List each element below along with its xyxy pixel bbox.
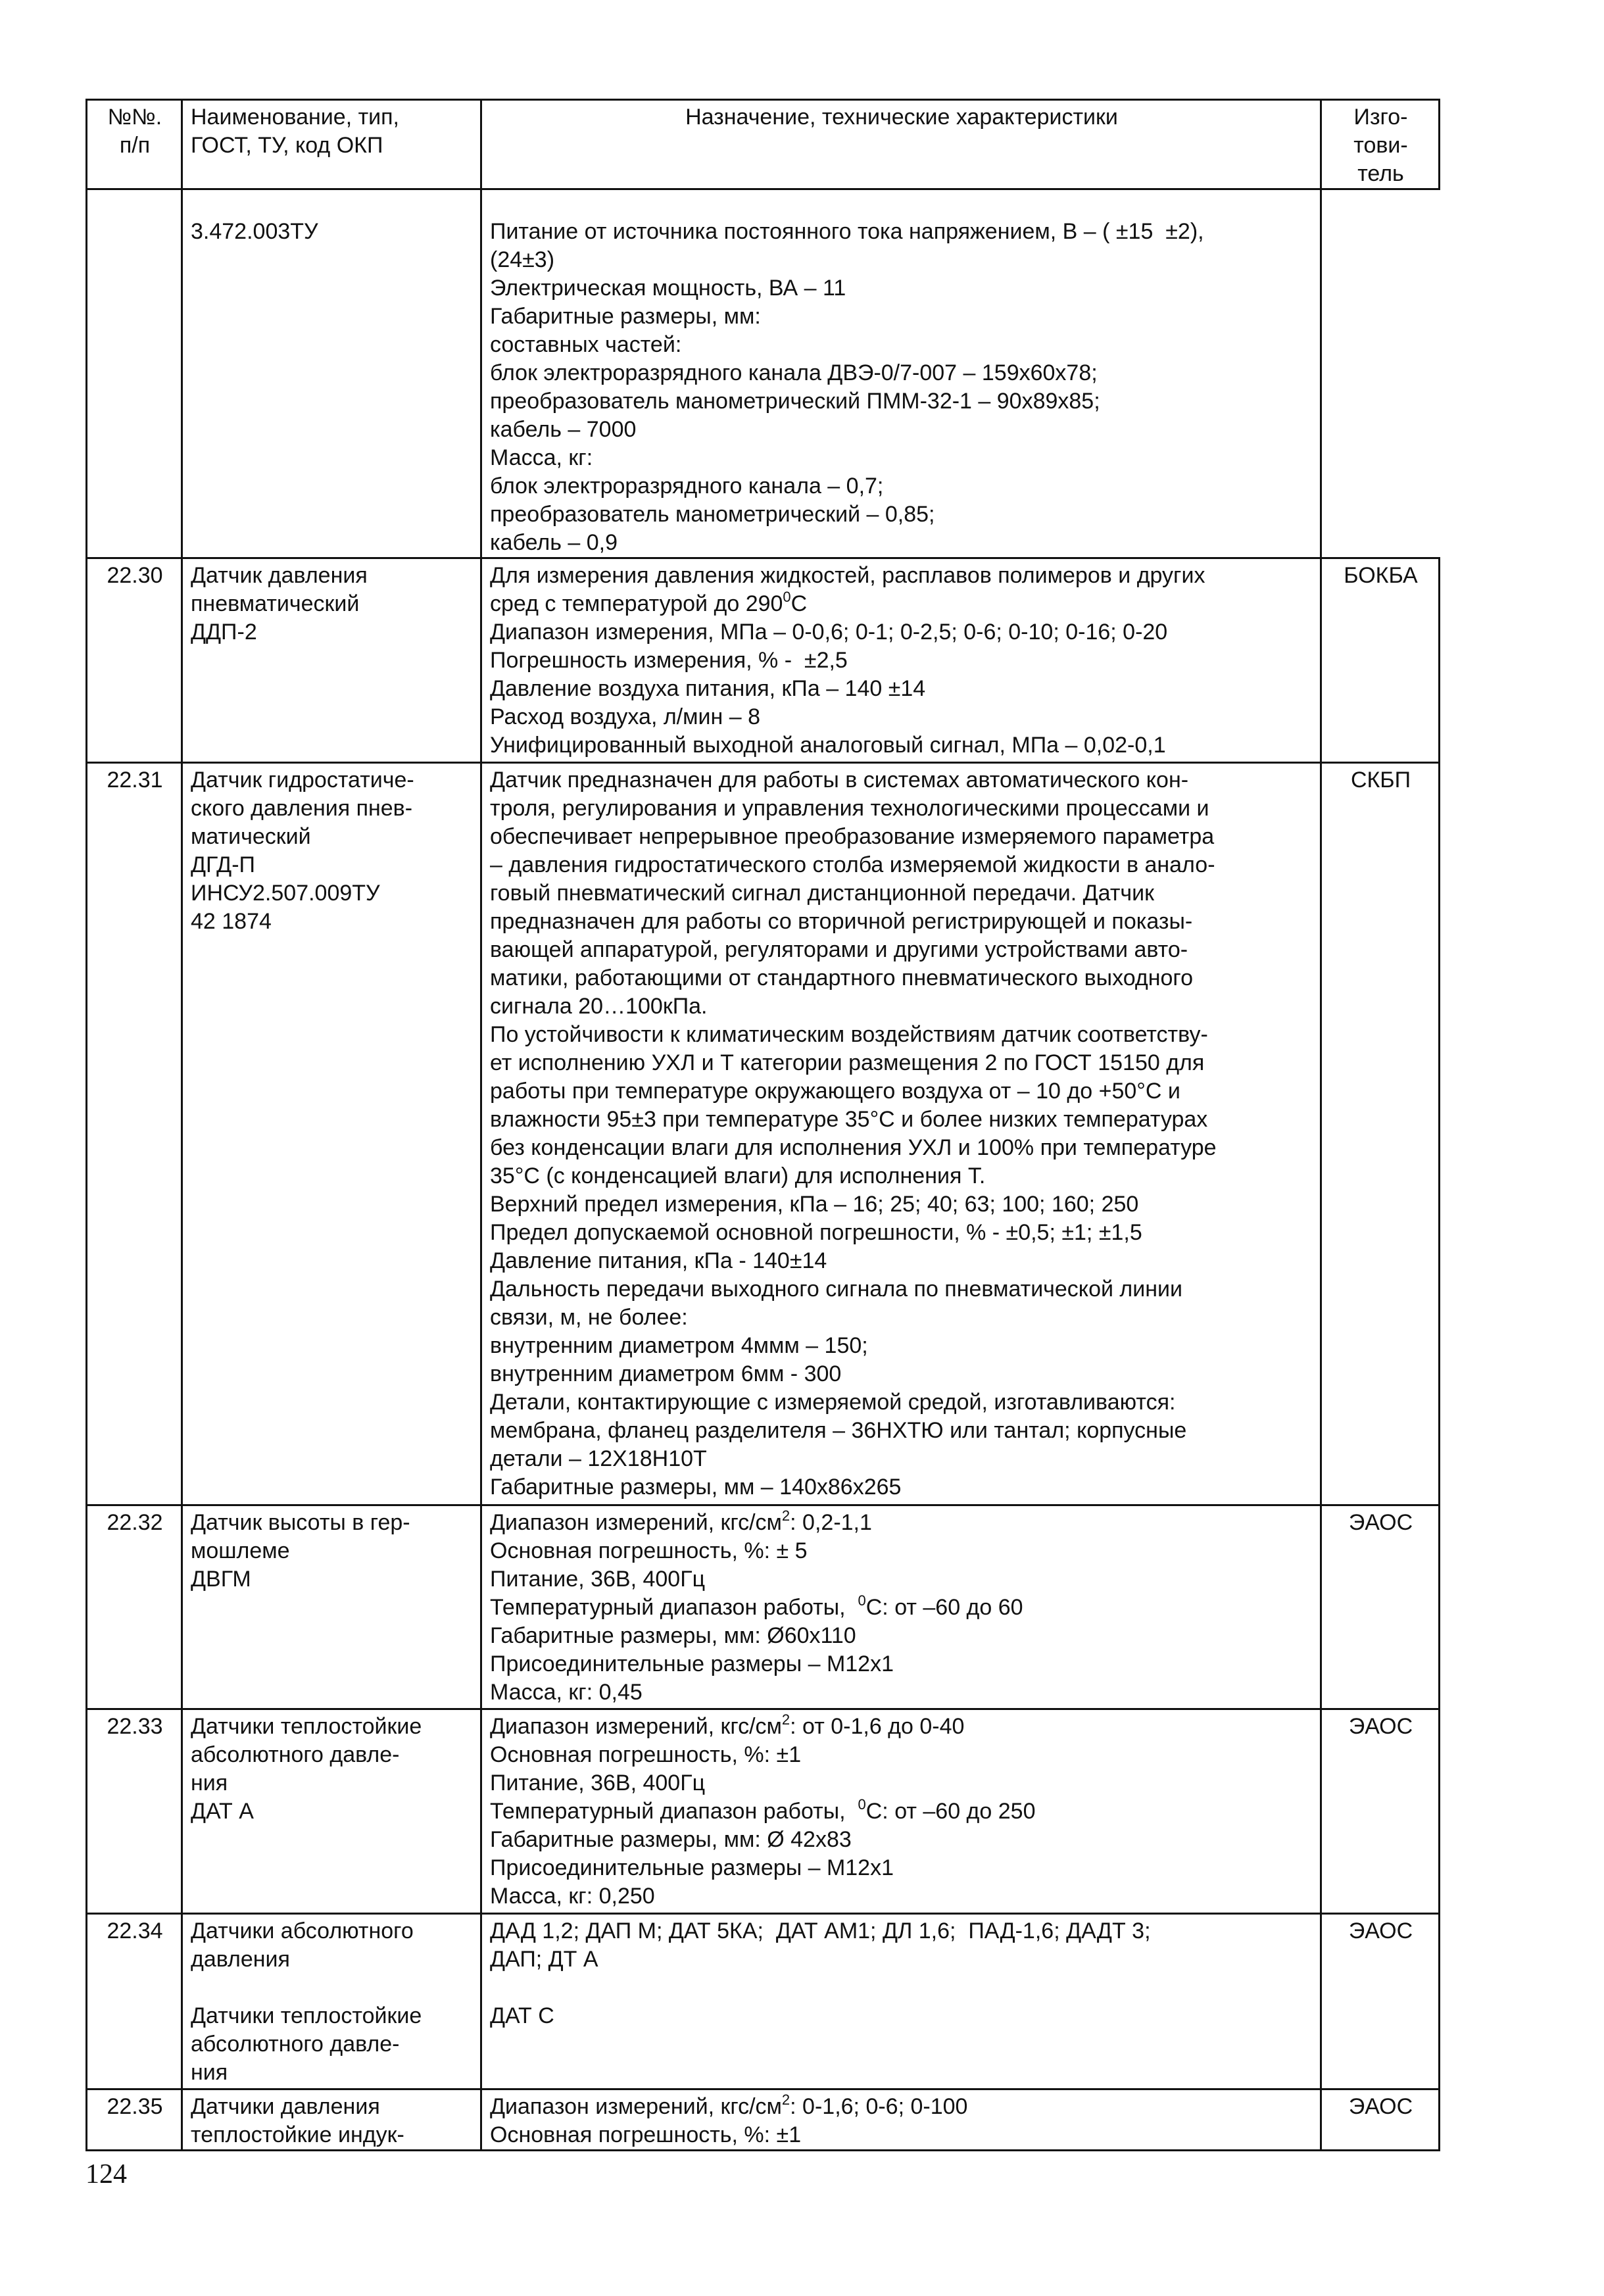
header-manufacturer: Изго- тови- тель [1321, 100, 1440, 189]
header-name: Наименование, тип, ГОСТ, ТУ, код ОКП [182, 100, 481, 189]
purpose-line: Электрическая мощность, ВА – 11 [490, 276, 846, 301]
purpose-line: кабель – 0,9 [490, 530, 618, 555]
purpose-line: связи, м, не более: [490, 1305, 688, 1330]
purpose-line: троля, регулирования и управления технологическими процессами и [490, 796, 1209, 821]
row-purpose [481, 2089, 1321, 2151]
squared-superscript: 2 [781, 2091, 790, 2108]
row-number: 22.32 [87, 1505, 182, 1709]
purpose-line: Расход воздуха, л/мин – 8 [490, 704, 760, 729]
purpose-line: кабель – 7000 [490, 417, 637, 442]
purpose-line: Присоединительные размеры – М12х1 [490, 1651, 894, 1676]
purpose-line: блок электроразрядного канала – 0,7; [490, 474, 884, 499]
purpose-line: ДАП; ДТ А [490, 1947, 598, 1972]
purpose-line: (24±3) [490, 247, 555, 272]
row-purpose [481, 1505, 1321, 1709]
purpose-line: внутренним диаметром 6мм - 300 [490, 1361, 842, 1386]
purpose-line: блок электроразрядного канала ДВЭ-0/7-007 – 159х60х78; [490, 360, 1098, 385]
table-row [87, 558, 1440, 763]
row-purpose [481, 1914, 1321, 2089]
purpose-line: Диапазон измерения, МПа – 0-0,6; 0-1; 0-2,5; 0-6; 0-10; 0-16; 0-20 [490, 620, 1168, 645]
purpose-line: говый пневматический сигнал дистанционной передачи. Датчик [490, 881, 1154, 906]
row-name [182, 1914, 481, 2089]
purpose-line: работы при температуре окружающего воздуха от – 10 до +50°С и [490, 1079, 1180, 1104]
row-number: 22.33 [87, 1709, 182, 1914]
purpose-line: Верхний предел измерения, кПа – 16; 25; 40; 63; 100; 160; 250 [490, 1192, 1139, 1217]
purpose-line: Погрешность измерения, % - ±2,5 [490, 648, 848, 673]
purpose-line: Предел допускаемой основной погрешности, % - ±0,5; ±1; ±1,5 [490, 1220, 1142, 1245]
purpose-line: 35°С (с конденсацией влаги) для исполнения Т. [490, 1163, 986, 1188]
header-number: №№. п/п [87, 100, 182, 189]
row-number [87, 189, 182, 558]
purpose-line: Масса, кг: 0,45 [490, 1680, 643, 1705]
purpose-line: внутренним диаметром 4ммм – 150; [490, 1333, 868, 1358]
row-number: 22.35 [87, 2089, 182, 2151]
row-name: Датчик давления пневматический ДДП-2 [182, 558, 481, 763]
purpose-line: Питание от источника постоянного тока напряжением, В – ( ±15 ±2), [490, 219, 1204, 244]
row-number: 22.31 [87, 763, 182, 1505]
row-name-part: Датчики теплостойкие абсолютного давле- ния [191, 2003, 422, 2085]
purpose-line: Унифицированный выходной аналоговый сигнал, МПа – 0,02-0,1 [490, 733, 1166, 758]
purpose-line: Основная погрешность, %: ±1 [490, 1742, 802, 1767]
purpose-line: Габаритные размеры, мм – 140х86х265 [490, 1475, 902, 1500]
purpose-line: предназначен для работы со вторичной регистрирующей и показы- [490, 909, 1193, 934]
purpose-line: преобразователь манометрический ПММ-32-1 – 90х89х85; [490, 389, 1100, 414]
purpose-line: По устойчивости к климатическим воздействиям датчик соответству- [490, 1022, 1208, 1047]
purpose-line: Масса, кг: 0,250 [490, 1884, 655, 1909]
row-purpose [481, 189, 1321, 558]
row-manufacturer: ЭАОС [1321, 1505, 1440, 1709]
purpose-line: сигнала 20…100кПа. [490, 994, 708, 1019]
row-purpose [481, 763, 1321, 1505]
purpose-line: Основная погрешность, %: ± 5 [490, 1538, 808, 1563]
purpose-line: Диапазон измерений, кгс/$см^2$: 0,2-1,1 [490, 1507, 872, 1535]
row-name: Датчик высоты в гер- мошлеме ДВГМ [182, 1505, 481, 1709]
purpose-line: Датчик предназначен для работы в системах автоматического кон- [490, 768, 1189, 793]
table-row [87, 2089, 1440, 2151]
row-purpose [481, 1709, 1321, 1914]
purpose-line: Диапазон измерений, кгс/$см^2$: от 0-1,6 до 0-40 [490, 1711, 965, 1739]
purpose-line: Для измерения давления жидкостей, расплавов полимеров и других [490, 563, 1205, 588]
purpose-line: влажности 95±3 при температуре 35°С и более низких температурах [490, 1107, 1208, 1132]
purpose-line: Давление питания, кПа - 140±14 [490, 1248, 827, 1273]
page-number: 124 [85, 2159, 127, 2189]
row-name: Датчики теплостойкие абсолютного давле- ния ДАТ А [182, 1709, 481, 1914]
purpose-line: Габаритные размеры, мм: [490, 304, 761, 329]
purpose-line: ДАТ С [490, 2003, 554, 2028]
degree-superscript: 0 [783, 589, 791, 605]
table-header-row [87, 100, 1440, 189]
row-number: 22.34 [87, 1914, 182, 2089]
purpose-line: Габаритные размеры, мм: Ø 42х83 [490, 1827, 852, 1852]
purpose-line: мембрана, фланец разделителя – 36НХТЮ или тантал; корпусные [490, 1418, 1187, 1443]
row-manufacturer: СКБП [1321, 763, 1440, 1505]
purpose-line: матики, работающими от стандартного пневматического выходного [490, 965, 1193, 990]
purpose-line: детали – 12Х18Н10Т [490, 1446, 707, 1471]
degree-superscript: 0 [858, 1796, 866, 1813]
purpose-line: Питание, 36В, 400Гц [490, 1567, 706, 1592]
table-row [87, 1505, 1440, 1709]
purpose-line: ДАД 1,2; ДАП М; ДАТ 5КА; ДАТ АМ1; ДЛ 1,6; ПАД-1,6; ДАДТ 3; [490, 1918, 1151, 1943]
row-name: Датчик гидростатиче- ского давления пнев- матический ДГД-П ИНСУ2.507.009ТУ 42 1874 [182, 763, 481, 1505]
purpose-line: Масса, кг: [490, 445, 593, 470]
purpose-line: обеспечивает непрерывное преобразование измеряемого параметра [490, 824, 1215, 849]
table-row [87, 189, 1440, 558]
purpose-line: Давление воздуха питания, кПа – 140 ±14 [490, 676, 926, 701]
degree-superscript: 0 [858, 1592, 866, 1609]
purpose-line: Диапазон измерений, кгс/$см^2$: 0-1,6; 0-6; 0-100 [490, 2091, 968, 2119]
purpose-line: Основная погрешность, %: ±1 [490, 2122, 802, 2147]
row-number: 22.30 [87, 558, 182, 763]
purpose-line: Температурный диапазон работы, $^0$С: от –60 до 60 [490, 1592, 1023, 1620]
purpose-line: преобразователь манометрический – 0,85; [490, 502, 935, 527]
header-purpose: Назначение, технические характеристики [481, 100, 1321, 189]
table-row [87, 1709, 1440, 1914]
purpose-line: сред с температурой до $290^0С$ [490, 589, 808, 616]
purpose-line: ет исполнению УХЛ и Т категории размещения 2 по ГОСТ 15150 для [490, 1050, 1205, 1075]
squared-superscript: 2 [781, 1711, 790, 1728]
purpose-line: Детали, контактирующие с измеряемой средой, изготавливаются: [490, 1390, 1176, 1415]
purpose-line: Присоединительные размеры – М12х1 [490, 1855, 894, 1880]
row-manufacturer: БОКБА [1321, 558, 1440, 763]
squared-superscript: 2 [781, 1507, 790, 1524]
row-manufacturer: ЭАОС [1321, 1709, 1440, 1914]
purpose-line: вающей аппаратурой, регуляторами и другими устройствами авто- [490, 937, 1188, 962]
row-name: 3.472.003ТУ [182, 189, 481, 558]
purpose-line: Дальность передачи выходного сигнала по пневматической линии [490, 1277, 1183, 1302]
row-manufacturer: ЭАОС [1321, 1914, 1440, 2089]
specifications-table [85, 99, 1440, 2151]
row-name: Датчики давления теплостойкие индук- [182, 2089, 481, 2151]
row-purpose [481, 558, 1321, 763]
purpose-line: Питание, 36В, 400Гц [490, 1771, 706, 1795]
row-name-part: Датчики абсолютного давления [191, 1918, 414, 1972]
purpose-line: составных частей: [490, 332, 682, 357]
table-row [87, 763, 1440, 1505]
purpose-line: без конденсации влаги для исполнения УХЛ и 100% при температуре [490, 1135, 1217, 1160]
purpose-line: Габаритные размеры, мм: Ø60х110 [490, 1623, 856, 1648]
row-manufacturer: ЭАОС [1321, 2089, 1440, 2151]
purpose-line: – давления гидростатического столба измеряемой жидкости в анало- [490, 852, 1215, 877]
purpose-line: Температурный диапазон работы, $^0$С: от –60 до 250 [490, 1796, 1036, 1824]
table-row [87, 1914, 1440, 2089]
